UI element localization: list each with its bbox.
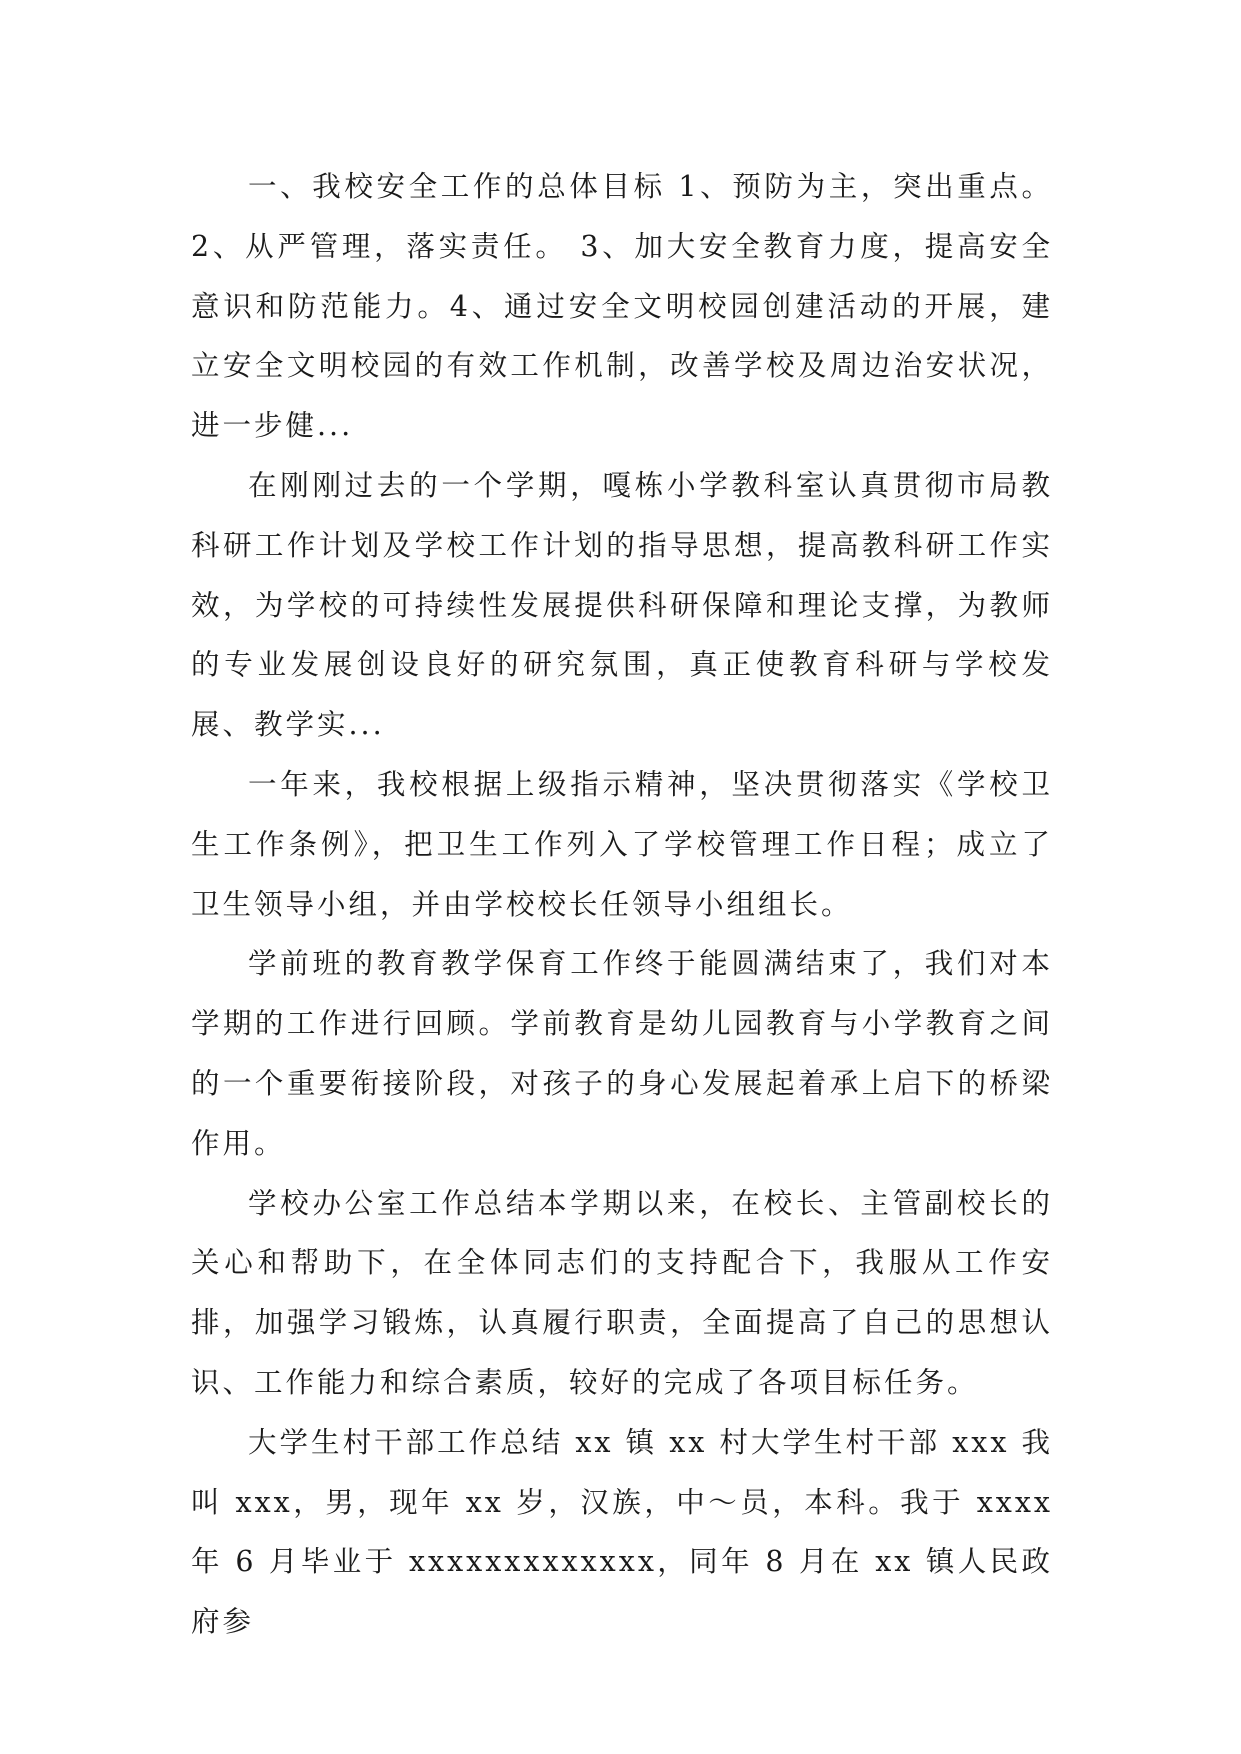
paragraph-health-work: 一年来，我校根据上级指示精神，坚决贯彻落实《学校卫生工作条例》，把卫生工作列入了学校管理工作日程；成立了卫生领导小组，并由学校校长任领导小组组长。 bbox=[191, 767, 1053, 921]
document-body bbox=[191, 157, 1053, 1652]
paragraph-preschool: 学前班的教育教学保育工作终于能圆满结束了，我们对本学期的工作进行回顾。学前教育是幼儿园教育与小学教育之间的一个重要衔接阶段，对孩子的身心发展起着承上启下的桥梁作用。 bbox=[191, 947, 1053, 1160]
paragraph-safety-goals: 一、我校安全工作的总体目标 1、预防为主，突出重点。 2、从严管理，落实责任。 3、加大安全教育力度，提高安全意识和防范能力。4、通过安全文明校园创建活动的开展，建立安全文明校园的有效工作机制，改善学校及周边治安状况，进一步健... bbox=[191, 170, 1053, 443]
paragraph-village-cadre: 大学生村干部工作总结 xx 镇 xx 村大学生村干部 xxx 我叫 xxx，男，现年 xx 岁，汉族，中～员，本科。我于 xxxx 年 6 月毕业于 xxxxxxxxxxxxx，同年 8 月在 xx 镇人民政府参 bbox=[191, 1425, 1053, 1639]
paragraph-school-office: 学校办公室工作总结本学期以来，在校长、主管副校长的关心和帮助下，在全体同志们的支持配合下，我服从工作安排，加强学习锻炼，认真履行职责，全面提高了自己的思想认识、工作能力和综合素质，较好的完成了各项目标任务。 bbox=[191, 1186, 1053, 1399]
paragraph-research-office: 在刚刚过去的一个学期，嘎栋小学教科室认真贯彻市局教科研工作计划及学校工作计划的指导思想，提高教科研工作实效，为学校的可持续性发展提供科研保障和理论支撑，为教师的专业发展创设良好的研究氛围，真正使教育科研与学校发展、教学实... bbox=[191, 468, 1053, 742]
